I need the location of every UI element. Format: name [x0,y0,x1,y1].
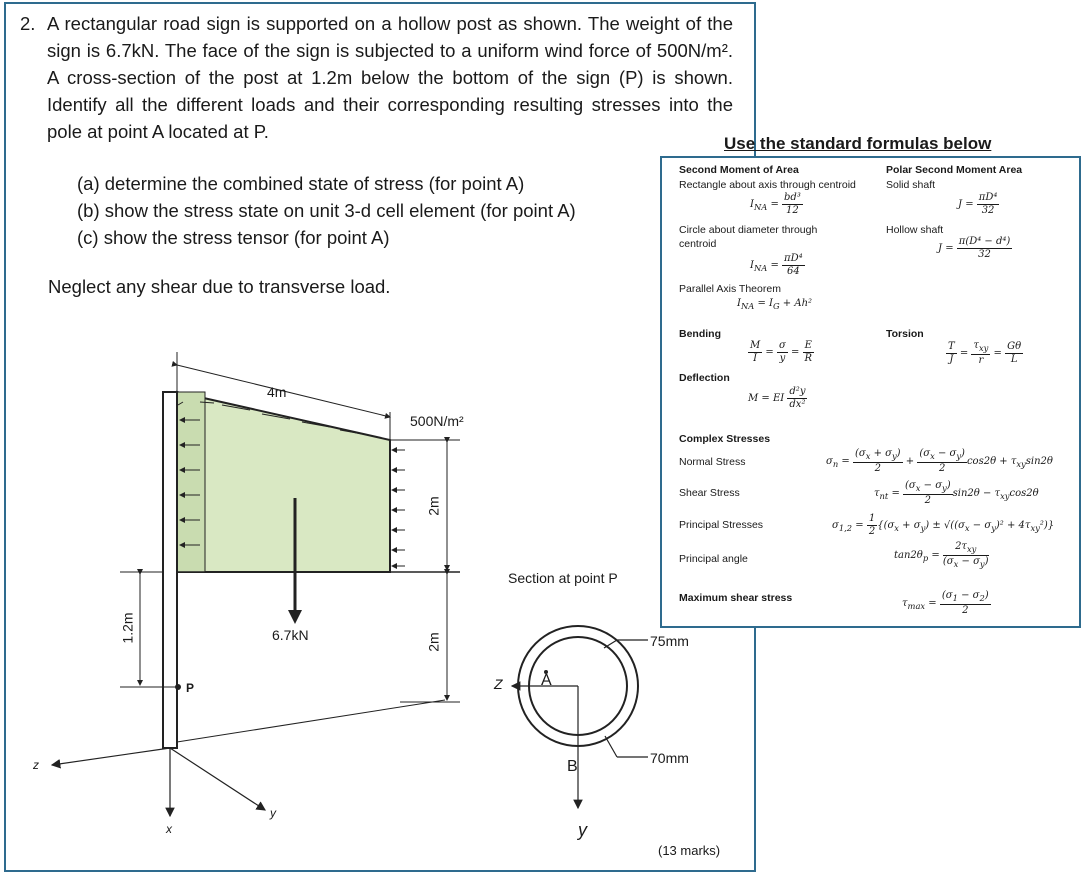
solid-shaft-formula: J = $\frac{\text{πD⁴}}{32}$ [958,192,998,216]
shear-stress-label: Shear Stress [679,487,740,499]
sign-panel [177,392,390,572]
section-y-label: y [578,820,587,840]
point-a-label: A [541,672,552,689]
parallel-axis-formula: $I_{NA} = I_G + Ah^2$ [737,298,813,311]
principal-stresses-label: Principal Stresses [679,519,764,531]
complex-title: Complex Stresses [679,433,771,445]
pressure-label: 500N/m² [410,413,464,429]
bending-formula: $\frac{M}{I}$ = $\frac{\sigma}{y}$ = $\frac{E}{R}$ [750,340,812,364]
sign-height-label: 2m [425,496,442,516]
parallel-axis-title: Parallel Axis Theorem [679,283,781,295]
point-p-dot [175,684,181,690]
principal-angle-formula: $\tan 2\theta_p$ = $\frac{2\tau_{xy}}{(\sigma_x - \sigma_y)}$ [894,541,989,569]
torsion-formula: $\frac{T}{J}$ = $\frac{\tau_{xy}}{r}$ = $\frac{G\theta}{L}$ [948,340,1022,366]
post-height-label: 2m [425,632,442,652]
section-z-label: Z [494,676,503,692]
weight-label: 6.7kN [272,627,309,643]
post [163,392,177,748]
normal-stress-label: Normal Stress [679,456,746,468]
p-height-label: 1.2m [119,612,136,644]
principal-stresses-formula: $\sigma_{1,2}$ = $\frac{1}{2}$ $\{(\sigma_x + \sigma_y) \pm √((\sigma_x - \sigma_y)^2 + 4\tau_{xy}^2)\}$ [832,513,1055,537]
torsion-title: Torsion [886,328,924,340]
principal-angle-label: Principal angle [679,553,748,565]
deflection-formula: M = EI $\frac{\text{d²y}}{\text{dx²}}$ [748,386,806,410]
rect-formula: $I_{NA}$ = $\frac{\text{bd³}}{12}$ [750,192,801,216]
polar-title: Polar Second Moment Area [886,164,1023,176]
weight-arrow-head [288,610,302,624]
bending-title: Bending [679,328,721,340]
section-title: Section at point P [508,570,618,586]
question-number: 2. [20,13,36,34]
formula-sheet [660,156,1081,628]
circle-desc-1: Circle about diameter through [679,224,818,236]
circle-desc-2: centroid [679,238,717,250]
shear-stress-formula: $\tau_{nt}$ = $\frac{(\sigma_x - \sigma_y)}{2}$ $\sin 2\theta - \tau_{xy}\cos 2\theta$ [874,480,1039,506]
outer-diameter-label: 75mm [650,633,689,649]
rect-desc: Rectangle about axis through centroid [679,179,856,191]
axis-z-label: z [33,758,39,772]
deflection-title: Deflection [679,372,730,384]
part-b: (b) show the stress state on unit 3-d cell element (for point A) [77,200,576,221]
hollow-shaft-formula: J = $\frac{\text{π(D⁴ − d⁴)}}{32}$ [938,236,1011,260]
part-a: (a) determine the combined state of stress (for point A) [77,173,525,194]
formula-heading: Use the standard formulas below [724,134,992,153]
part-c: (c) show the stress tensor (for point A) [77,227,390,248]
second-moment-title: Second Moment of Area [679,164,799,176]
question-text: A rectangular road sign is supported on a hollow post as shown. The weight of the sign is 6.7kN. The face of the sign is subjected to a uniform wind force of 500N/m². A cross-section of the post at 1.2m below the bottom of the sign (P) is shown. Identify all the different loads and their corresponding resulting stresses into the pole at point A located at P. [47,13,733,142]
neglect-note: Neglect any shear due to transverse load. [48,276,391,297]
axis-y-label: y [270,806,276,820]
normal-stress-formula: $\sigma_n$ = $\frac{(\sigma_x + \sigma_y)}{2}$ + $\frac{(\sigma_x - \sigma_y)}{2}$ $\cos 2\theta + \tau_{xy}\sin 2\theta$ [826,448,1053,474]
marks-label: (13 marks) [658,843,721,858]
max-shear-title: Maximum shear stress [679,592,793,604]
hollow-shaft-label: Hollow shaft [886,224,944,236]
point-p-label: P [186,681,195,695]
width-label: 4m [267,384,287,400]
max-shear-formula: $\tau_{max}$ = $\frac{(\sigma_1 - \sigma_2)}{2}$ [902,590,989,616]
circle-formula: $I_{NA}$ = $\frac{\text{πD⁴}}{64}$ [750,253,803,277]
point-b-label: B [567,758,578,775]
axis-x-label: x [166,822,172,836]
inner-diameter-label: 70mm [650,750,689,766]
solid-shaft-label: Solid shaft [886,179,936,191]
